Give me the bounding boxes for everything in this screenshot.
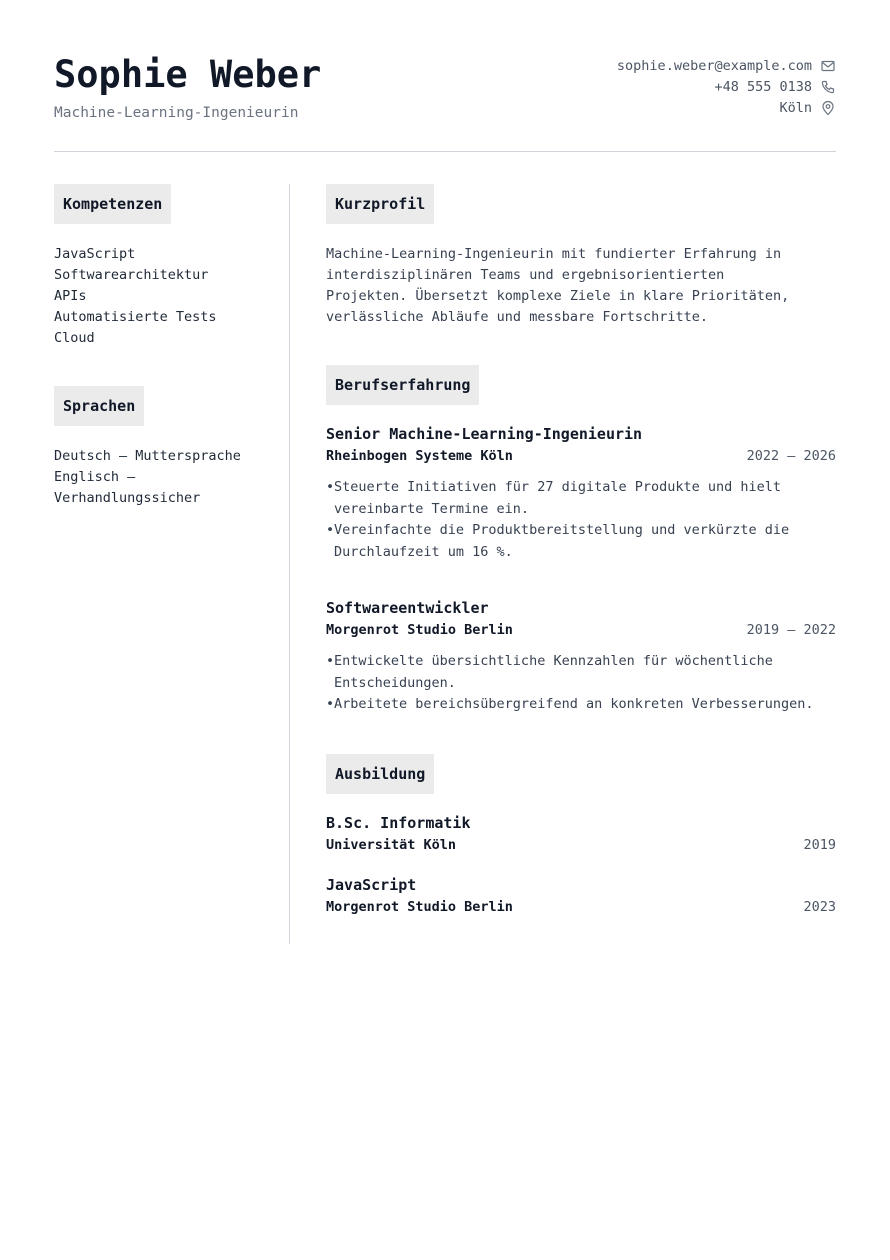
bullet-item: •Entwickelte übersichtliche Kennzahlen für wöchentliche Entscheidungen.: [326, 653, 773, 691]
bullet-item: •Arbeitete bereichsübergreifend an konkreten Verbesserungen.: [326, 696, 814, 712]
education-title: JavaScript: [326, 875, 417, 894]
education-title: B.Sc. Informatik: [326, 813, 471, 832]
phone-icon: [820, 79, 836, 95]
contact-location: [617, 97, 836, 118]
skill-item: Cloud: [54, 330, 95, 346]
contact-phone[interactable]: [617, 76, 836, 97]
person-name: Sophie Weber: [54, 53, 322, 96]
contact-email-text: sophie.weber@example.com: [616, 57, 812, 74]
experience-org: Rheinbogen Systeme Köln: [326, 448, 513, 464]
experience-dates: 2022 — 2026: [746, 448, 836, 464]
summary-heading: Kurzprofil: [326, 184, 434, 224]
experience-bullets: [326, 477, 836, 563]
experience-title: Senior Machine-Learning-Ingenieurin: [326, 425, 643, 443]
bullet-item: •Vereinfachte die Produktbereitstellung und verkürzte die Durchlaufzeit um 16 %.: [326, 522, 790, 560]
language-item: Englisch —: [54, 469, 136, 485]
education-entry: [326, 814, 836, 854]
column-divider: [289, 184, 290, 944]
language-item: Verhandlungssicher: [54, 490, 201, 506]
experience-entry: [326, 599, 836, 716]
contact-email[interactable]: [617, 55, 836, 76]
skill-item: JavaScript: [54, 246, 136, 262]
bullet-item: •Steuerte Initiativen für 27 digitale Produkte und hielt vereinbarte Termine ein.: [326, 479, 782, 517]
skill-item: Automatisierte Tests: [54, 309, 217, 325]
contact-location-text: Köln: [779, 99, 812, 116]
job-title: Machine-Learning-Ingenieurin: [54, 105, 299, 121]
skills-list: [54, 244, 264, 349]
education-dates: 2019: [803, 836, 836, 853]
education-dates: 2023: [803, 898, 836, 915]
experience-dates: 2019 — 2022: [746, 622, 836, 638]
contact-block: [617, 55, 836, 118]
skill-item: APIs: [54, 288, 87, 304]
experience-org: Morgenrot Studio Berlin: [326, 622, 513, 638]
languages-heading: Sprachen: [54, 386, 144, 426]
main-content: [326, 184, 836, 916]
resume-page: [54, 0, 836, 915]
skills-heading: Kompetenzen: [54, 184, 171, 224]
sidebar: [54, 184, 264, 509]
experience-entry: [326, 425, 836, 563]
experience-bullets: [326, 651, 836, 716]
location-pin-icon: [820, 100, 836, 116]
education-org: Universität Köln: [326, 836, 457, 853]
education-entry: [326, 876, 836, 916]
experience-title: Softwareentwickler: [326, 599, 489, 617]
header-divider: [54, 151, 836, 152]
education-heading: Ausbildung: [326, 754, 434, 794]
mail-icon: [820, 58, 836, 74]
experience-heading: Berufserfahrung: [326, 365, 479, 405]
languages-list: [54, 446, 264, 509]
language-item: Deutsch — Muttersprache: [54, 448, 241, 464]
contact-phone-text: +48 555 0138: [714, 78, 812, 95]
skill-item: Softwarearchitektur: [54, 267, 209, 283]
summary-text: Machine-Learning-Ingenieurin mit fundierter Erfahrung in interdisziplinären Teams und ergebnisorientierten Projekten. Übersetzt komplexe Ziele in klare Prioritäten, verlässliche Abläufe und messbare Fortschritte.: [326, 246, 790, 325]
resume-header: [54, 0, 836, 152]
education-org: Morgenrot Studio Berlin: [326, 898, 513, 915]
